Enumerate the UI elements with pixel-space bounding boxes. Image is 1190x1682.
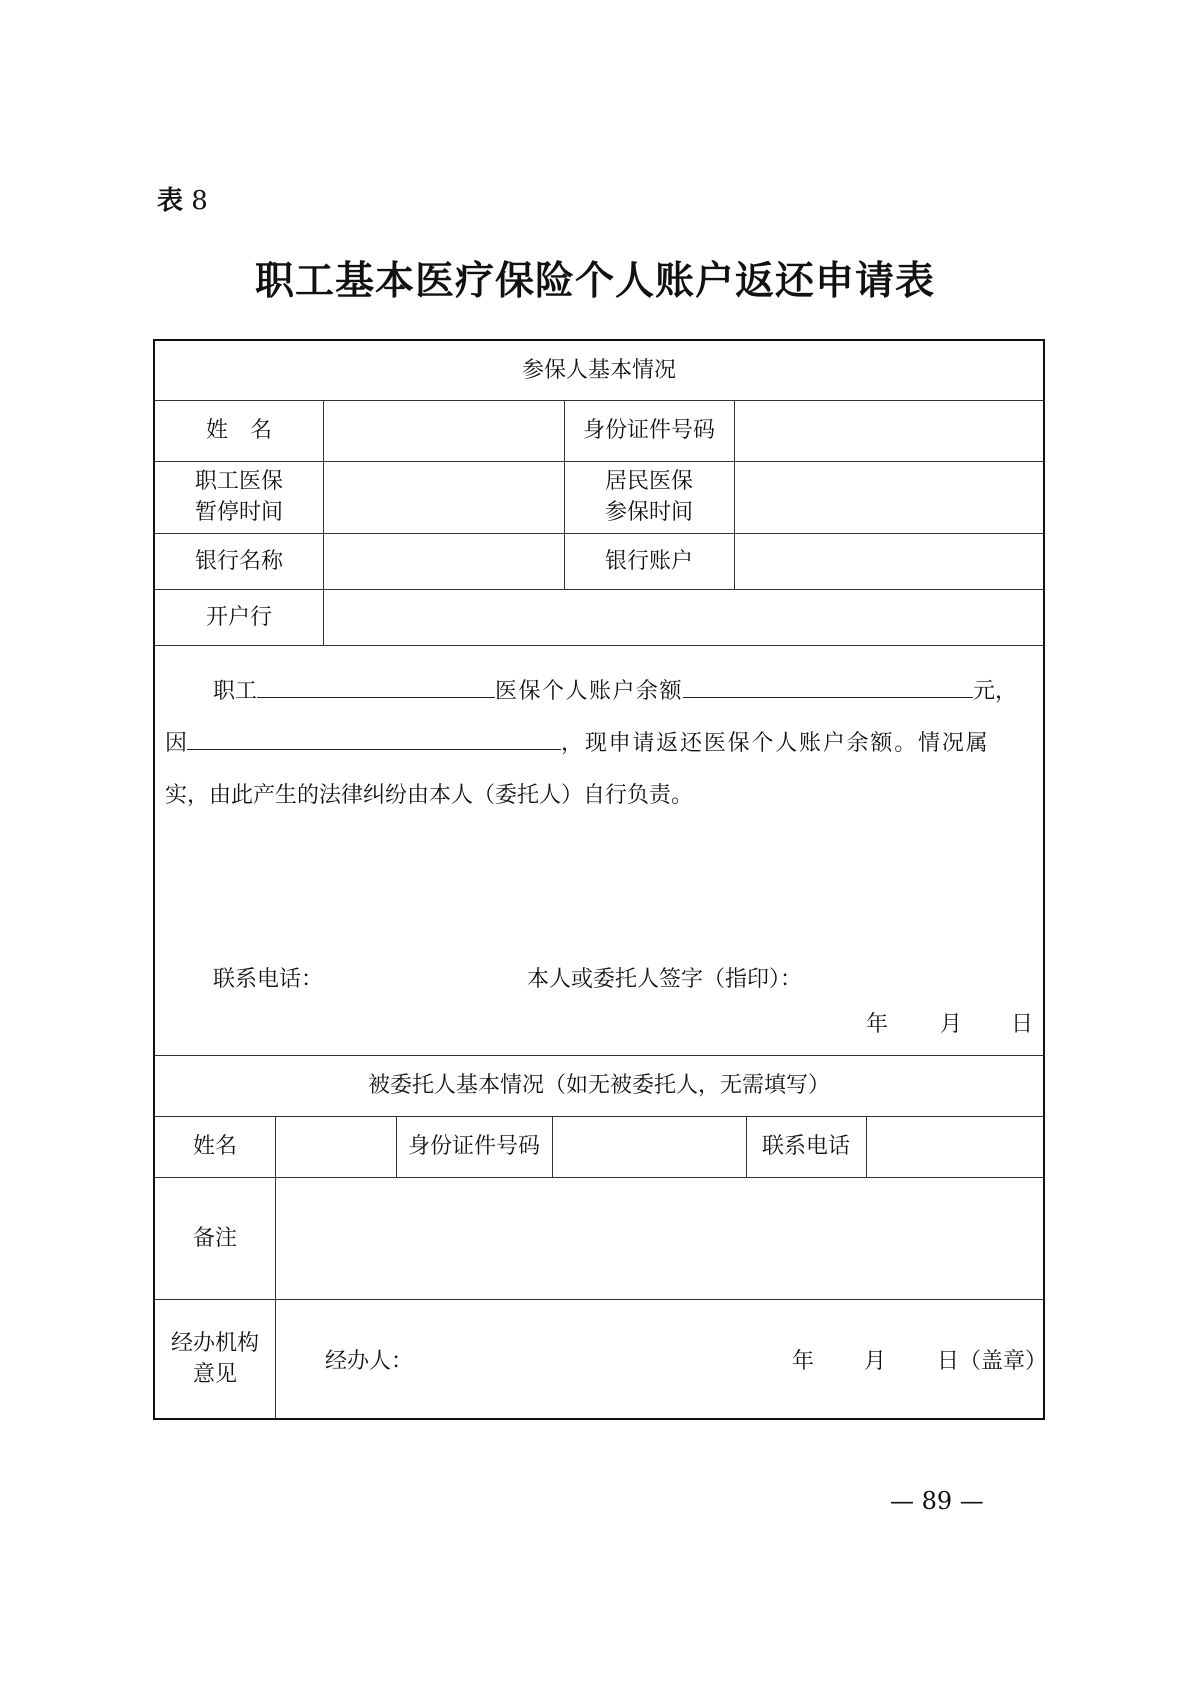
contact-phone-label: 联系电话：: [213, 967, 324, 992]
trustee-phone-label: 联系电话: [761, 1134, 850, 1159]
declaration-line-3: 实，由此产生的法律纠纷由本人（委托人）自行负责。: [165, 783, 694, 808]
divider: [155, 1299, 1043, 1300]
table-number: 表 8: [157, 186, 208, 216]
name-label: 姓 名: [205, 418, 272, 443]
application-form: [153, 339, 1048, 1420]
id-number-field[interactable]: [735, 401, 1041, 460]
agency-opinion-label: 经办机构 意见: [170, 1330, 259, 1387]
staff-name-blank[interactable]: [257, 677, 495, 698]
date-year-label: 年: [866, 1012, 889, 1037]
bank-account-field[interactable]: [735, 534, 1041, 588]
remarks-field[interactable]: [276, 1178, 1041, 1298]
trustee-phone-field[interactable]: [867, 1117, 1041, 1176]
resident-insurance-field[interactable]: [735, 462, 1041, 532]
bank-account-label: 银行账户: [604, 548, 693, 574]
id-number-label: 身份证件号码: [582, 418, 715, 443]
reason-blank[interactable]: [187, 729, 561, 750]
balance-amount-blank[interactable]: [683, 677, 973, 698]
trustee-id-label: 身份证件号码: [407, 1134, 540, 1159]
bank-branch-field[interactable]: [324, 590, 1041, 644]
declaration-line-2: 因 ，现申请返还医保个人账户余额。情况属: [165, 731, 990, 756]
date-day-label: 日: [1011, 1012, 1034, 1037]
bank-name-label: 银行名称: [194, 548, 283, 574]
agency-year-label: 年: [792, 1349, 815, 1374]
date-month-label: 月: [940, 1012, 963, 1037]
staff-insurance-pause-label: 职工医保 暂停时间: [194, 469, 283, 525]
divider: [155, 645, 1043, 646]
page-title: 职工基本医疗保险个人账户返还申请表: [254, 259, 935, 304]
resident-insurance-label: 居民医保 参保时间: [604, 469, 693, 525]
trustee-name-field[interactable]: [276, 1117, 395, 1176]
page-number: — 89 —: [890, 1487, 984, 1515]
remarks-label: 备注: [192, 1225, 237, 1251]
handler-label: 经办人：: [325, 1349, 414, 1374]
staff-insurance-pause-field[interactable]: [324, 462, 563, 532]
agency-month-label: 月: [864, 1349, 887, 1374]
declaration-line-1: 职工 医保个人账户余额 元，: [213, 679, 1018, 704]
section-heading-trustee: 被委托人基本情况（如无被委托人，无需填写）: [367, 1073, 830, 1098]
name-field[interactable]: [324, 401, 563, 460]
trustee-name-label: 姓名: [192, 1134, 237, 1159]
trustee-id-field[interactable]: [553, 1117, 745, 1176]
signature-label: 本人或委托人签字（指印）：: [527, 967, 803, 992]
bank-name-field[interactable]: [324, 534, 563, 588]
section-heading-insured: 参保人基本情况: [521, 358, 676, 383]
agency-day-seal-label: 日（盖章）: [937, 1349, 1048, 1374]
bank-branch-label: 开户行: [205, 604, 272, 630]
